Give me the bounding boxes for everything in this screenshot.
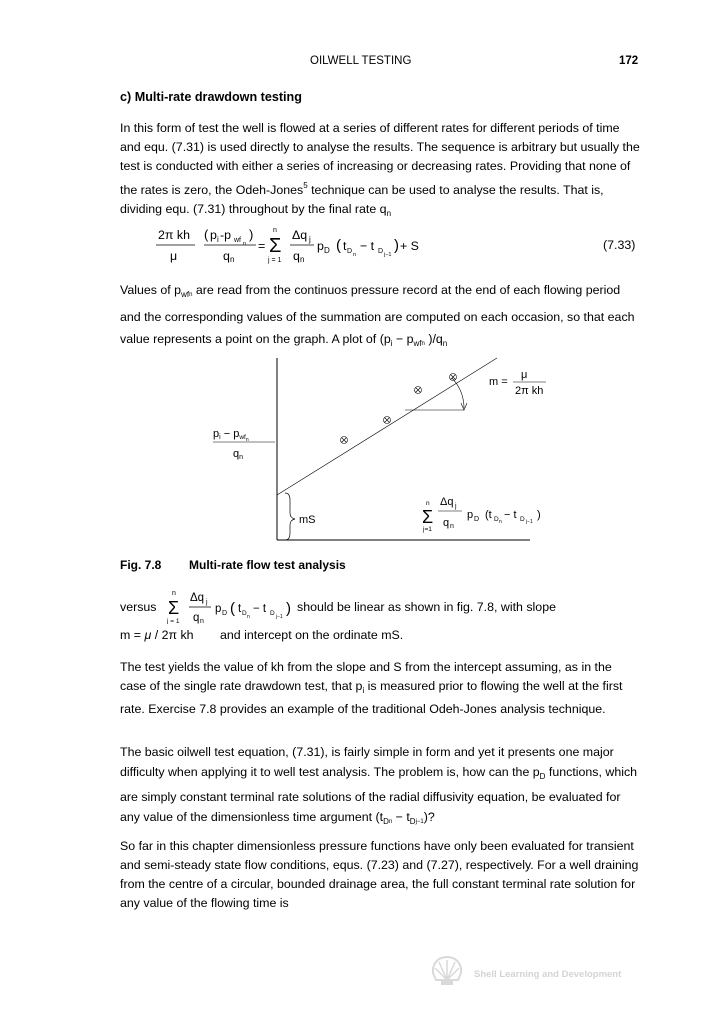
svg-text:n: n [450,523,454,530]
svg-text:q: q [293,249,300,263]
svg-text:n: n [172,590,176,597]
svg-text:Δq: Δq [440,496,454,508]
svg-text:j: j [309,235,311,244]
paragraph-versus: versus n Σ j = 1 Δq j q n p D ( t D n − t D j−1 ) should be linear as shown in fig. 7.8, with slope m = μ / 2π kh and intercept on the ordinate mS. [120,590,556,642]
svg-text:): ) [537,509,541,521]
svg-text:D: D [378,248,384,255]
figure-caption-label: Fig. 7.8 [120,558,162,572]
svg-text:D: D [347,248,353,255]
slope-numerator: μ [521,369,528,381]
svg-text:): ) [286,600,291,617]
svg-text:j=1: j=1 [423,526,432,533]
svg-text:i: i [217,235,219,244]
footer-brand: Shell Learning and Development [474,969,622,980]
svg-text:): ) [394,237,399,254]
svg-text:j: j [206,599,208,606]
svg-text:n: n [273,227,277,234]
svg-text:(t: (t [485,509,492,521]
svg-text:D: D [474,516,480,523]
paragraph-values: Values of $p_{wf}n$ are read from the continuos pressure record at the end of each flowing period and the corresponding values of the summation are computed on each occasion, so that each value represents a point on the graph. A plot of ($p_i - p_{wf}n$ )$/q_n$ [120,283,635,348]
svg-text:D: D [242,610,247,617]
svg-text:-p: -p [220,228,232,242]
svg-text:2π kh: 2π kh [158,228,190,242]
figure-caption-text: Multi-rate flow test analysis [189,558,346,572]
section-heading: c) Multi-rate drawdown testing [120,90,302,104]
svg-text:n: n [426,500,430,507]
svg-text:): ) [249,227,254,242]
intercept-brace [285,493,295,540]
svg-text:n: n [200,618,204,624]
svg-text:p: p [317,239,324,253]
svg-text:Σ: Σ [168,598,180,618]
svg-text:=: = [258,239,266,253]
paragraph-intro: In this form of test the well is flowed at a series of different rates for different periods of time and equ. (7.31) is used directly to analyse the results. The sequence is arbitrary but usually the test is conducted with either a series of increasing or decreasing rates. Providing that none of the rates is zero, the Odeh-Jones$^5$ technique can be used to analyse the results. That is, dividing equ. (7.31) throughout by the final rate $q_n$ [120,121,640,218]
svg-text:(: ( [230,600,235,617]
paragraph-basic-equation: The basic oilwell test equation, (7.31), is fairly simple in form and yet it presents one major difficulty when applying it to well test analysis. The problem is, how can the $p_D$ functions, which are simply constant terminal rate solutions of the radial diffusivity equation, be evaluated for any value of the dimensionless time argument $(t_Dn - t_Dj-1)$? [120,745,638,826]
svg-text:q: q [193,612,200,624]
svg-text:j: j [455,503,457,510]
svg-text:Σ: Σ [422,507,434,527]
svg-text:j−1: j−1 [276,614,283,620]
equation-7-33 [150,222,570,268]
svg-text:j = 1: j = 1 [268,257,282,264]
svg-text:D: D [324,246,330,255]
svg-text:t: t [343,239,347,253]
data-point-2 [384,417,391,424]
svg-text:D: D [494,516,499,523]
svg-text:n: n [247,614,250,620]
svg-text:j−1: j−1 [384,252,392,258]
svg-text:n: n [243,241,247,247]
svg-text:t: t [238,603,242,615]
svg-text:Δq: Δq [190,592,205,604]
svg-text:+ S: + S [400,239,419,253]
y-axis-label: pi − pwfn [213,428,249,443]
fit-line [277,358,497,495]
svg-text:q: q [443,517,450,529]
svg-text:n: n [300,255,305,264]
svg-text:n: n [353,252,357,258]
svg-text:j = 1: j = 1 [167,618,180,624]
svg-text:p: p [215,603,222,615]
data-point-3 [415,387,422,394]
svg-text:j−1: j−1 [526,519,533,525]
svg-text:− t: − t [504,509,517,521]
figure-7-8 [200,345,560,550]
svg-text:n: n [230,255,235,264]
svg-text:− t: − t [360,239,375,253]
svg-text:(: ( [336,237,341,254]
svg-text:qn: qn [233,448,244,461]
svg-text:D: D [222,610,228,617]
svg-text:Σ: Σ [269,235,282,257]
paragraph-test-yields: The test yields the value of kh from the slope and S from the intercept assuming, as in the case of the single rate drawdown test, that $p_i$ is measured prior to flowing the well at the first rate. Exercise 7.8 provides an example of the traditional Odeh-Jones analysis technique. [120,660,623,716]
svg-text:D: D [270,610,275,617]
svg-text:μ: μ [170,249,178,263]
slope-denominator: 2π kh [515,385,544,397]
svg-text:p: p [467,509,474,521]
svg-text:n: n [499,519,502,525]
running-header: OILWELL TESTING [310,55,412,67]
svg-text:Δq: Δq [292,228,308,242]
page-number: 172 [619,55,639,67]
svg-text:− t: − t [253,603,267,615]
slope-label: m = [489,376,508,388]
paragraph-so-far: So far in this chapter dimensionless pressure functions have only been evaluated for transient and semi-steady state flow conditions, equs. (7.23) and (7.27), respectively. For a well draining from the centre of a circular, bounded drainage area, the full constant terminal rate solution for any value of the flowing time is [120,839,639,910]
svg-text:p: p [210,228,217,242]
svg-text:(: ( [204,227,209,242]
intercept-label: mS [299,514,316,526]
equation-number: (7.33) [603,238,636,252]
data-point-1 [341,437,348,444]
shell-logo-icon [430,955,464,987]
svg-text:q: q [223,249,230,263]
svg-text:wf: wf [234,237,241,244]
svg-text:D: D [520,516,525,523]
